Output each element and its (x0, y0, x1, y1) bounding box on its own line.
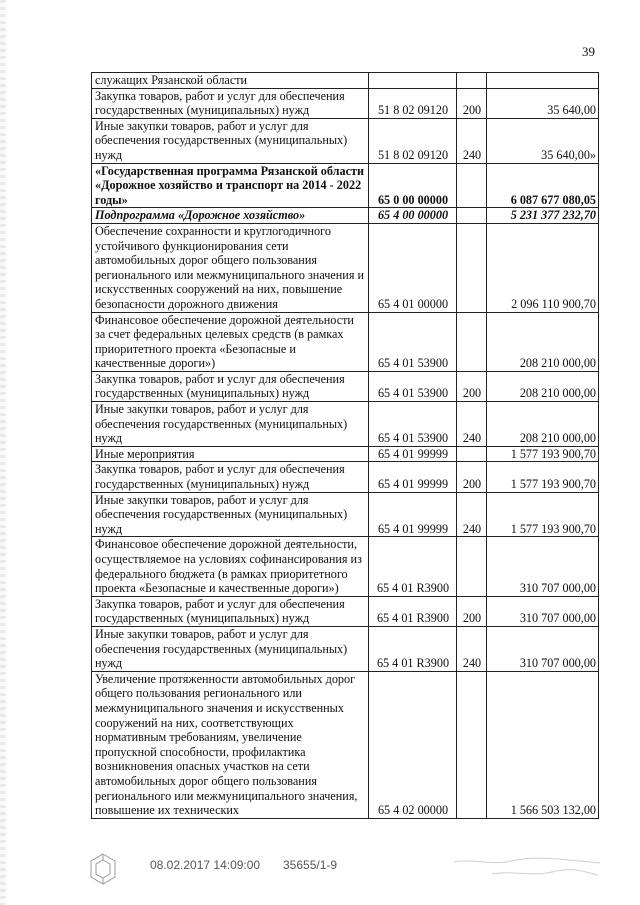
row-name-cell: Финансовое обеспечение дорожной деятельности за счет федеральных целевых средств (в рамках приоритетного проекта «Безопасные и качественные дороги») (92, 312, 369, 371)
row-name-cell: Увеличение протяженности автомобильных дорог общего пользования регионального или межмуниципального значения и искусственных сооружений на них, соответствующих нормативным требованиям, увеличение пропускной способности, профилактика возникновения опасных участков на сети автомобильных дорог общего пользования регионального или межмуниципального значения, повышение их технических (92, 671, 369, 818)
row-name-cell: Закупка товаров, работ и услуг для обеспечения государственных (муниципальных) нужд (92, 371, 369, 401)
table-row (92, 73, 599, 89)
faded-stamp-icon (452, 852, 602, 882)
table-row (92, 118, 599, 163)
row-name-cell: Иные мероприятия (92, 446, 369, 462)
scan-edge (0, 0, 6, 905)
row-code-cell: 65 4 01 R3900 (369, 596, 457, 626)
row-code-cell: 65 0 00 00000 (369, 163, 457, 208)
row-code-cell: 65 4 01 53900 (369, 371, 457, 401)
row-name-cell: Иные закупки товаров, работ и услуг для обеспечения государственных (муниципальных) нужд (92, 402, 369, 447)
row-name-cell: Финансовое обеспечение дорожной деятельности, осуществляемое на условиях софинансирования из федерального бюджета (в рамках приоритетного проекта «Безопасные и качественные дороги») (92, 537, 369, 596)
row-name-cell: Иные закупки товаров, работ и услуг для обеспечения государственных (муниципальных) нужд (92, 492, 369, 537)
row-name-cell: Иные закупки товаров, работ и услуг для обеспечения государственных (муниципальных) нужд (92, 626, 369, 671)
page-number: 39 (582, 44, 595, 59)
row-code-cell: 65 4 01 99999 (369, 492, 457, 537)
row-name-cell: Подпрограмма «Дорожное хозяйство» (92, 208, 369, 224)
row-code-cell: 65 4 01 99999 (369, 446, 457, 462)
budget-table (91, 72, 599, 819)
row-code-cell (369, 73, 457, 89)
row-code-cell: 65 4 01 99999 (369, 462, 457, 492)
footer-datetime: 08.02.2017 14:09:00 (150, 858, 261, 872)
row-sum-cell: 6 087 677 080,05 (487, 163, 599, 208)
row-code-cell: 51 8 02 09120 (369, 118, 457, 163)
row-sum-cell: 1 566 503 132,00 (487, 671, 599, 818)
table-row (92, 371, 599, 401)
row-vr-cell (457, 163, 487, 208)
row-sum-cell: 310 707 000,00 (487, 596, 599, 626)
row-vr-cell: 240 (457, 118, 487, 163)
row-vr-cell: 240 (457, 402, 487, 447)
row-name-cell: Обеспечение сохранности и круглогодичного устойчивого функционирования сети автомобильных дорог общего пользования регионального или межмуниципального значения и искусственных сооружений на них, повышение безопасности дорожного движения (92, 223, 369, 312)
footer-doc-number: 35655/1-9 (283, 858, 338, 872)
table-row (92, 88, 599, 118)
row-vr-cell (457, 671, 487, 818)
table-row (92, 492, 599, 537)
row-code-cell: 65 4 01 R3900 (369, 626, 457, 671)
row-vr-cell: 200 (457, 596, 487, 626)
row-code-cell: 51 8 02 09120 (369, 88, 457, 118)
table-row (92, 462, 599, 492)
row-code-cell: 65 4 01 53900 (369, 312, 457, 371)
row-sum-cell: 5 231 377 232,70 (487, 208, 599, 224)
table-row (92, 208, 599, 224)
row-code-cell: 65 4 00 00000 (369, 208, 457, 224)
row-code-cell: 65 4 01 00000 (369, 223, 457, 312)
row-sum-cell: 1 577 193 900,70 (487, 492, 599, 537)
row-sum-cell: 35 640,00 (487, 88, 599, 118)
row-name-cell: Иные закупки товаров, работ и услуг для обеспечения государственных (муниципальных) нужд (92, 118, 369, 163)
row-vr-cell: 240 (457, 626, 487, 671)
row-name-cell: Закупка товаров, работ и услуг для обеспечения государственных (муниципальных) нужд (92, 596, 369, 626)
row-vr-cell (457, 446, 487, 462)
row-sum-cell: 208 210 000,00 (487, 371, 599, 401)
table-row (92, 537, 599, 596)
row-vr-cell: 200 (457, 371, 487, 401)
row-sum-cell: 2 096 110 900,70 (487, 223, 599, 312)
row-sum-cell (487, 73, 599, 89)
row-vr-cell (457, 208, 487, 224)
table-row (92, 163, 599, 208)
row-name-cell: Закупка товаров, работ и услуг для обеспечения государственных (муниципальных) нужд (92, 88, 369, 118)
row-code-cell: 65 4 02 00000 (369, 671, 457, 818)
row-vr-cell: 240 (457, 492, 487, 537)
table-row (92, 402, 599, 447)
row-sum-cell: 208 210 000,00 (487, 312, 599, 371)
garant-logo-icon (88, 852, 118, 886)
table-row (92, 312, 599, 371)
row-code-cell: 65 4 01 53900 (369, 402, 457, 447)
row-sum-cell: 310 707 000,00 (487, 626, 599, 671)
row-sum-cell: 35 640,00» (487, 118, 599, 163)
table-row (92, 671, 599, 818)
row-vr-cell (457, 312, 487, 371)
table-row (92, 446, 599, 462)
row-name-cell: служащих Рязанской области (92, 73, 369, 89)
row-name-cell: Закупка товаров, работ и услуг для обеспечения государственных (муниципальных) нужд (92, 462, 369, 492)
table-row (92, 626, 599, 671)
row-code-cell: 65 4 01 R3900 (369, 537, 457, 596)
row-vr-cell (457, 223, 487, 312)
row-sum-cell: 310 707 000,00 (487, 537, 599, 596)
row-sum-cell: 1 577 193 900,70 (487, 446, 599, 462)
table-row (92, 223, 599, 312)
row-vr-cell: 200 (457, 88, 487, 118)
row-sum-cell: 208 210 000,00 (487, 402, 599, 447)
row-vr-cell (457, 537, 487, 596)
row-vr-cell: 200 (457, 462, 487, 492)
row-sum-cell: 1 577 193 900,70 (487, 462, 599, 492)
row-vr-cell (457, 73, 487, 89)
table-row (92, 596, 599, 626)
row-name-cell: «Государственная программа Рязанской области «Дорожное хозяйство и транспорт на 2014 - 2022 годы» (92, 163, 369, 208)
